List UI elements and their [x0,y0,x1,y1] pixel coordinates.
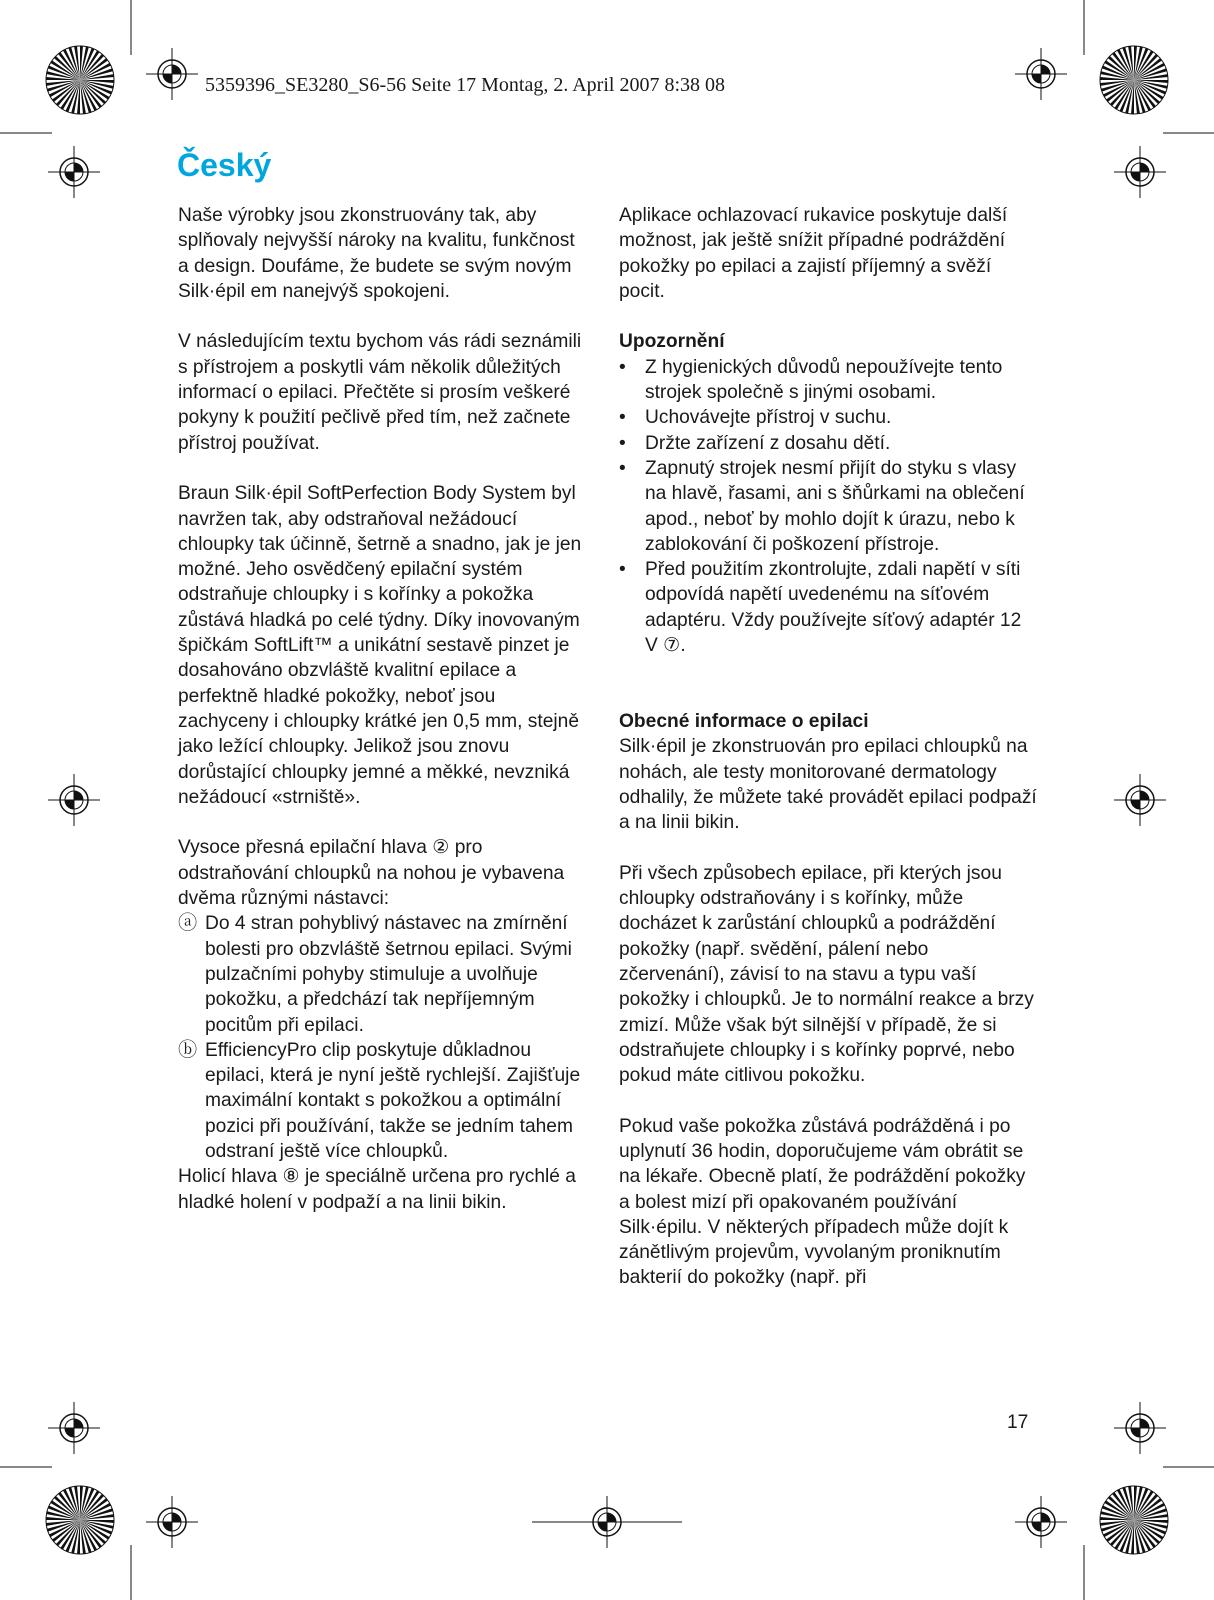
right-column [619,203,1039,1291]
page-number: 17 [1007,1412,1029,1433]
paragraph: Braun Silk·épil SoftPerfection Body System byl navržen tak, aby odstraňoval nežádoucí chloupky tak účinně, šetrně a snadno, jak je jen možné. Jeho osvědčený epilační systém odstraňuje chloupky i s kořínky a pokožka zůstává hladká po celé týdny. Díky inovovaným špičkám SoftLift™ a unikátní sestavě pinzet je dosahováno obzvláště kvalitní epilace a perfektně hladké pokožky, neboť jsou zachyceny i chloupky krátké jen 0,5 mm, stejně jako ležící chloupky. Jelikož jsou znovu dorůstající chloupky jemné a měkké, nevzniká nežádoucí «strniště». [178,483,582,808]
registration-mark [48,1402,100,1454]
paragraph: Silk·épil je zkonstruován pro epilaci chloupků na nohách, ale testy monitorované dermatology odhalily, že můžete také provádět epilaci podpaží a na linii bikin. [619,736,1037,834]
list-item: • Z hygienických důvodů nepoužívejte tento strojek společně s jinými osobami. [619,355,1039,406]
starburst-target [46,46,114,114]
list-item [178,1038,588,1164]
print-slug-header: 5359396_SE3280_S6-56 Seite 17 Montag, 2. April 2007 8:38 08 [205,74,725,96]
section-heading: Upozornění [619,331,725,353]
section-heading: Obecné informace o epilaci [619,710,869,732]
item-text: EfficiencyPro clip poskytuje důkladnou epilaci, která je nyní ještě rychlejší. Zajišťuje maximální kontakt s pokožkou a optimální pozici při používání, takže se jedním tahem odstraní ještě více chloupků. [205,1039,581,1162]
paragraph: Holicí hlava ⑧ je speciálně určena pro rychlé a hladké holení v podpaží a na linii bikin. [178,1166,576,1213]
registration-mark [532,1496,682,1548]
list-item: • Před použitím zkontrolujte, zdali napětí v síti odpovídá napětí uvedenému na síťovém adaptéru. Vždy používejte síťový adaptér 12 V ⑦. [619,557,1039,658]
warning-list [619,355,1039,659]
registration-mark [1114,146,1166,198]
registration-mark [146,1496,198,1548]
registration-mark [1015,1496,1067,1548]
paragraph: Vysoce přesná epilační hlava ② pro odstraňování chloupků na nohou je vybavena dvěma různými nástavci: [178,837,565,910]
paragraph: Při všech způsobech epilace, při kterých jsou chloupky odstraňovány i s kořínky, může docházet k zarůstání chloupků a podráždění pokožky (např. svědění, pálení nebo zčervenání), závisí to na stavu a typu vaší pokožky i chloupků. Je to normální reakce a brzy zmizí. Může však být silnější v případě, že si odstraňujete chloupky i s kořínky poprvé, nebo pokud máte citlivou pokožku. [619,862,1034,1087]
left-column [178,203,588,1215]
item-marker: ⓑ [178,1039,198,1061]
starburst-target [1100,46,1168,114]
registration-mark [1015,48,1067,100]
list-item: • Uchovávejte přístroj v suchu. [619,405,1039,430]
item-text: Do 4 stran pohyblivý nástavec na zmírnění bolesti pro obzvláště šetrnou epilaci. Svými pulzačními pohyby stimuluje a uvolňuje pokožku, a předchází tak nepříjemným pocitům při epilaci. [205,913,572,1036]
registration-mark [48,146,100,198]
spacer [619,658,1039,709]
list-item: • Držte zařízení z dosahu dětí. [619,431,1039,456]
registration-mark [1114,774,1166,826]
registration-mark [48,774,100,826]
paragraph: Aplikace ochlazovací rukavice poskytuje další možnost, jak ještě snížit případné podráždění pokožky po epilaci a zajistí příjemný a svěží pocit. [619,205,1008,302]
registration-mark [146,48,198,100]
list-item: • Zapnutý strojek nesmí přijít do styku s vlasy na hlavě, řasami, ani s šňůrkami na oblečení apod., neboť by mohlo dojít k úrazu, nebo k zablokování či poškození přístroje. [619,456,1039,557]
item-marker: ⓐ [178,913,198,935]
intro-paragraph: Naše výrobky jsou zkonstruovány tak, aby splňovaly nejvyšší nároky na kvalitu, funkčnost a design. Doufáme, že budete se svým novým Silk·épil em nanejvýš spokojeni. [178,205,575,302]
page-title: Český [177,147,272,183]
list-item [178,911,588,1037]
paragraph: Pokud vaše pokožka zůstává podrážděná i po uplynutí 36 hodin, doporučujeme vám obrátit se na lékaře. Obecně platí, že podráždění pokožky a bolest mizí při opakovaném používání Silk·épilu. V některých případech může dojít k zánětlivým projevům, vyvolaným proniknutím bakterií do pokožky (např. při [619,1115,1026,1289]
starburst-target [46,1486,114,1554]
registration-mark [1114,1402,1166,1454]
paragraph: V následujícím textu bychom vás rádi seznámili s přístrojem a poskytli vám několik důležitých informací o epilaci. Přečtěte si prosím veškeré pokyny k použití pečlivě před tím, než začnete přístroj používat. [178,331,582,454]
starburst-target [1100,1486,1168,1554]
